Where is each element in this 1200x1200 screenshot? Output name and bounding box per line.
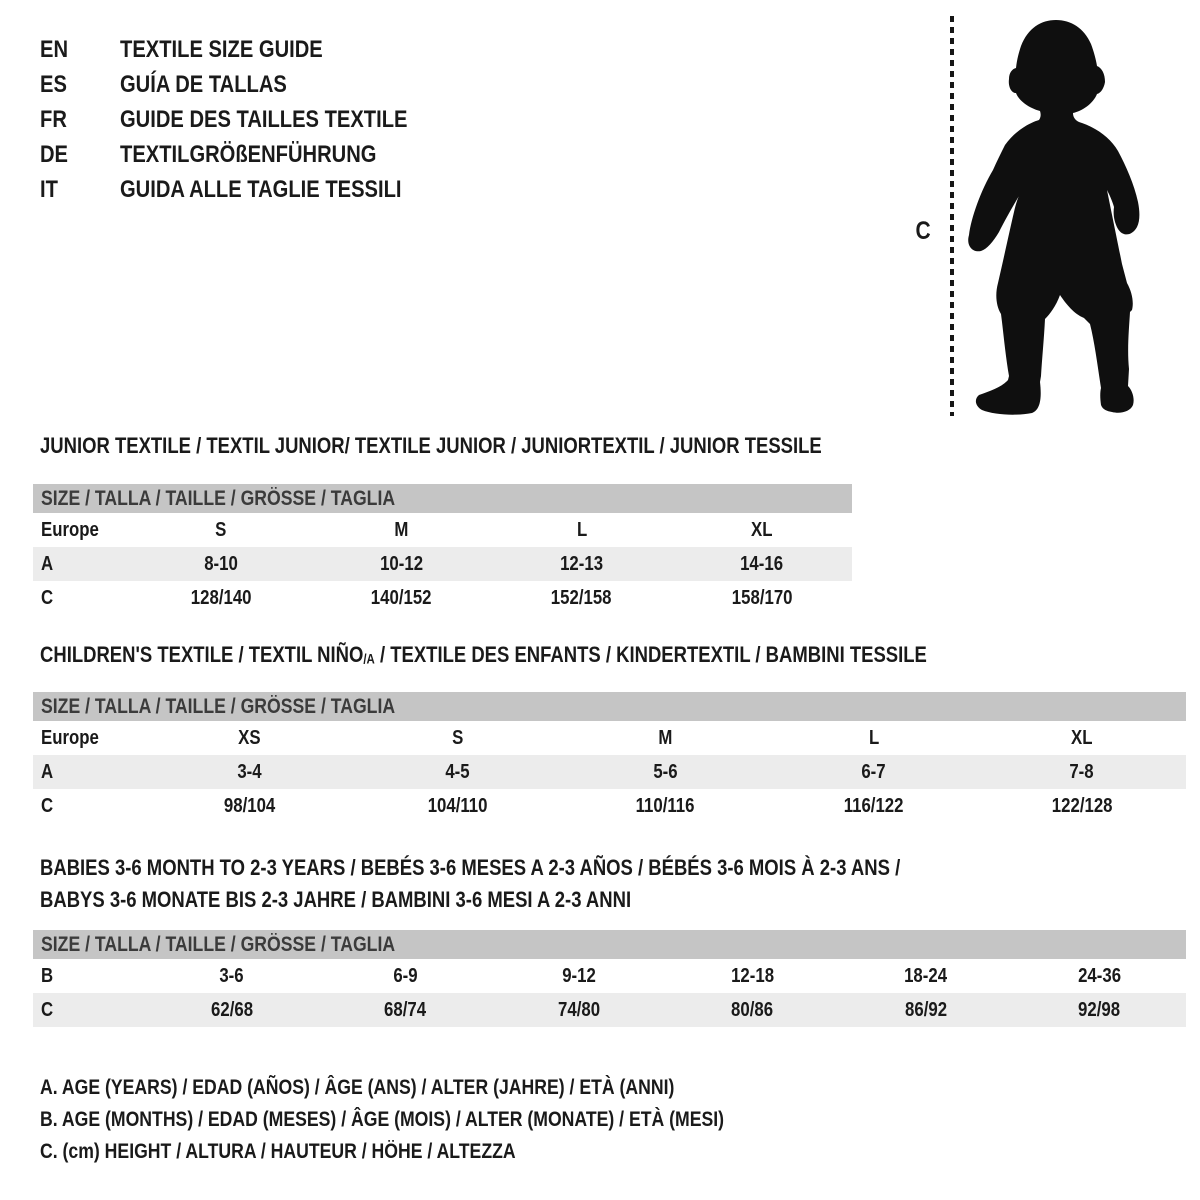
language-title: GUÍA DE TALLAS <box>120 70 287 98</box>
language-title: GUIDE DES TAILLES TEXTILE <box>120 105 408 133</box>
size-cell: 158/170 <box>731 586 793 609</box>
size-cell: 80/86 <box>731 998 774 1021</box>
size-cell: 3-4 <box>236 760 262 783</box>
size-cell: 8-10 <box>204 552 238 575</box>
children-section-title: CHILDREN'S TEXTILE / TEXTIL NIÑO/A / TEXTILE DES ENFANTS / KINDERTEXTIL / BAMBINI TESSILE <box>40 642 927 667</box>
size-cell: 6-7 <box>861 760 886 783</box>
language-title: TEXTILGRÖßENFÜHRUNG <box>120 140 377 168</box>
language-code: ES <box>40 70 67 98</box>
size-cell: 74/80 <box>557 998 600 1021</box>
language-row <box>40 67 462 102</box>
children-size-table <box>33 692 1186 823</box>
size-row-europe: Europe XS S M L XL <box>33 721 1186 755</box>
size-row-c: C 98/104 104/110 110/116 116/122 122/128 <box>33 789 1186 823</box>
size-cell: 122/128 <box>1051 794 1113 817</box>
size-cell: L <box>868 726 879 749</box>
size-cell: 104/110 <box>427 794 488 817</box>
size-cell: 86/92 <box>904 998 947 1021</box>
size-cell: XL <box>751 518 773 541</box>
measure-legend <box>40 1072 854 1168</box>
language-code: FR <box>40 105 67 133</box>
size-header-bar: SIZE / TALLA / TAILLE / GRÖSSE / TAGLIA <box>33 484 852 513</box>
size-cell: 5-6 <box>653 760 678 783</box>
size-cell: 6-9 <box>393 964 418 987</box>
size-cell: 152/158 <box>551 586 612 609</box>
size-header-bar: SIZE / TALLA / TAILLE / GRÖSSE / TAGLIA <box>33 692 1186 721</box>
size-cell: 18-24 <box>904 964 948 987</box>
junior-size-table <box>33 484 852 615</box>
size-cell: 10-12 <box>379 552 423 575</box>
size-cell: 24-36 <box>1077 964 1121 987</box>
size-cell: 7-8 <box>1069 760 1095 783</box>
language-code: EN <box>40 35 69 63</box>
size-cell: 9-12 <box>561 964 596 987</box>
size-cell: 98/104 <box>223 794 275 817</box>
size-cell: 14-16 <box>740 552 784 575</box>
size-cell: XL <box>1071 726 1093 749</box>
size-row-europe: Europe S M L XL <box>33 513 852 547</box>
language-row <box>40 102 462 137</box>
size-row-c: C 62/68 68/74 74/80 80/86 86/92 92/98 <box>33 993 1186 1027</box>
size-header-bar: SIZE / TALLA / TAILLE / GRÖSSE / TAGLIA <box>33 930 1186 959</box>
junior-section-title: JUNIOR TEXTILE / TEXTIL JUNIOR/ TEXTILE JUNIOR / JUNIORTEXTIL / JUNIOR TESSILE <box>40 433 822 458</box>
size-cell: M <box>394 518 409 541</box>
babies-size-table <box>33 930 1186 1027</box>
legend-line-c: C. (cm) HEIGHT / ALTURA / HAUTEUR / HÖHE / ALTEZZA <box>40 1140 516 1163</box>
size-cell: XS <box>237 726 261 749</box>
size-cell: S <box>215 518 227 541</box>
size-cell: S <box>451 726 463 749</box>
size-cell: 4-5 <box>445 760 470 783</box>
size-row-b: B 3-6 6-9 9-12 12-18 18-24 24-36 <box>33 959 1186 993</box>
baby-silhouette <box>962 14 1144 416</box>
size-cell: L <box>576 518 587 541</box>
language-code: DE <box>40 140 69 168</box>
language-row <box>40 137 462 172</box>
size-row-a: A 3-4 4-5 5-6 6-7 7-8 <box>33 755 1186 789</box>
size-cell: 92/98 <box>1078 998 1121 1021</box>
size-cell: 12-13 <box>560 552 604 575</box>
language-code: IT <box>40 175 58 203</box>
language-title: GUIDA ALLE TAGLIE TESSILI <box>120 175 402 203</box>
legend-line-a: A. AGE (YEARS) / EDAD (AÑOS) / ÂGE (ANS) / ALTER (JAHRE) / ETÀ (ANNI) <box>40 1076 675 1099</box>
size-cell: 12-18 <box>730 964 774 987</box>
size-cell: 68/74 <box>384 998 427 1021</box>
language-row <box>40 172 462 207</box>
height-measure-label: C <box>915 217 931 245</box>
size-cell: 140/152 <box>371 586 432 609</box>
size-cell: M <box>658 726 673 749</box>
size-cell: 3-6 <box>219 964 244 987</box>
size-cell: 116/122 <box>843 794 904 817</box>
size-cell: 128/140 <box>190 586 252 609</box>
legend-line-b: B. AGE (MONTHS) / EDAD (MESES) / ÂGE (MOIS) / ALTER (MONATE) / ETÀ (MESI) <box>40 1108 725 1131</box>
size-row-a: A 8-10 10-12 12-13 14-16 <box>33 547 852 581</box>
height-measure-dashed-line <box>950 16 954 416</box>
babies-section-title: BABIES 3-6 MONTH TO 2-3 YEARS / BEBÉS 3-6 MESES A 2-3 AÑOS / BÉBÉS 3-6 MOIS À 2-3 ANS / BABYS 3-6 MONATE BIS 2-3 JAHRE / BAMBINI 3-6 MESI A 2-3 ANNI <box>40 855 901 912</box>
language-title-block <box>40 32 462 207</box>
size-row-c: C 128/140 140/152 152/158 158/170 <box>33 581 852 615</box>
language-title: TEXTILE SIZE GUIDE <box>120 35 323 63</box>
size-cell: 62/68 <box>210 998 253 1021</box>
size-cell: 110/116 <box>636 794 695 817</box>
language-row <box>40 32 462 67</box>
